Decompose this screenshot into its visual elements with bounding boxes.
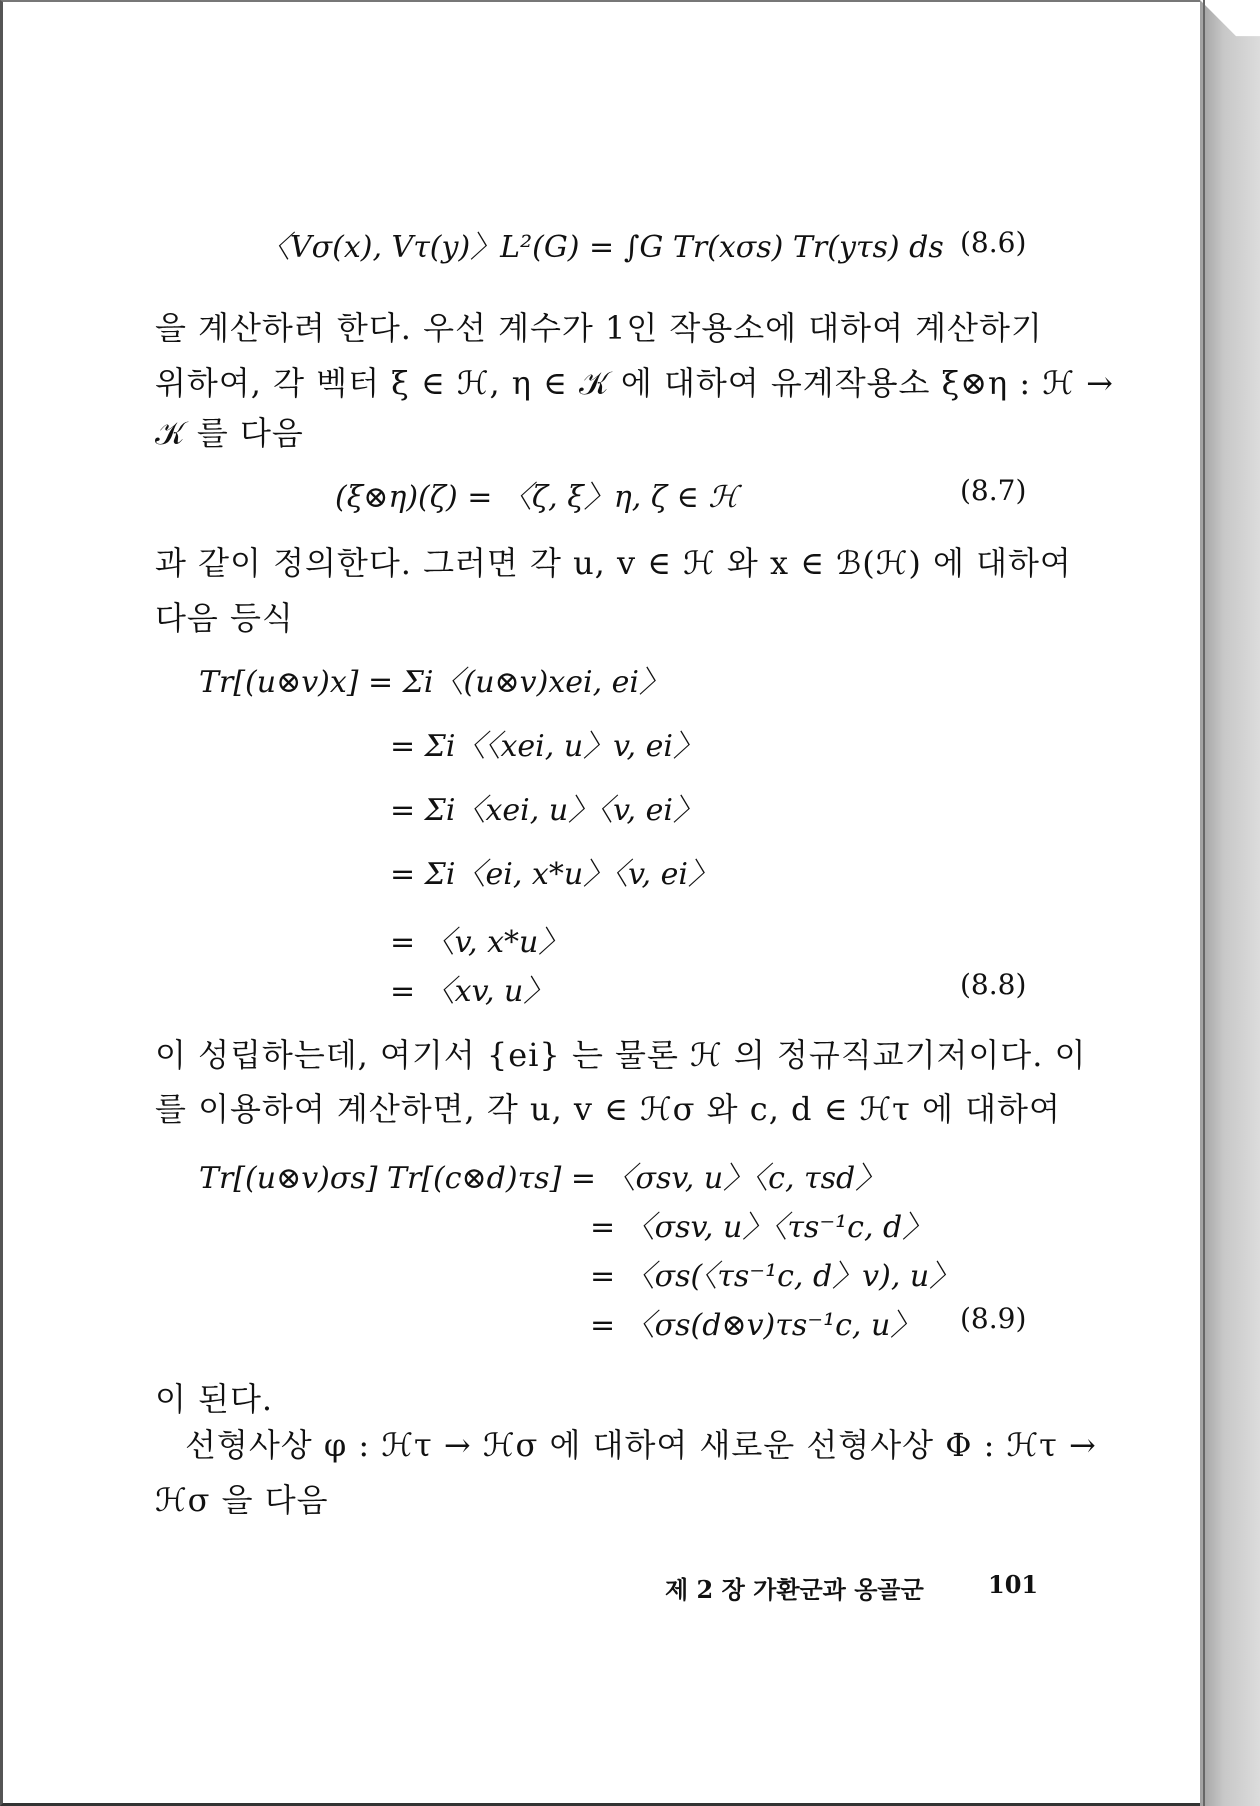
equation-8-9-line-1: Tr[(u⊗v)σs] Tr[(c⊗d)τs] = 〈σsv, u〉〈c, τsd〉 [199,1161,886,1196]
page-number: 101 [988,1570,1039,1599]
paragraph-1-line-3: 𝒦 를 다음 [155,414,304,452]
paragraph-3-line-1: 이 성립하는데, 여기서 {ei} 는 물론 ℋ 의 정규직교기저이다. 이 [155,1036,1087,1074]
equation-8-8-line-5: = 〈v, x*u〉 [390,925,569,960]
paragraph-2-line-2: 다음 등식 [155,599,294,637]
equation-number-8-8: (8.8) [960,968,1027,1001]
equation-number-8-7: (8.7) [960,474,1027,507]
equation-8-8-line-1: Tr[(u⊗v)x] = Σi〈(u⊗v)xei, ei〉 [199,665,670,700]
page-edge-line [1203,0,1205,1806]
equation-8-8-line-6: = 〈xv, u〉 [390,974,554,1009]
equation-8-8-line-2: = Σi〈〈xei, u〉v, ei〉 [390,729,703,764]
paragraph-2-line-1: 과 같이 정의한다. 그러면 각 u, v ∈ ℋ 와 x ∈ ℬ(ℋ) 에 대하여 [155,544,1072,582]
equation-8-9-line-4: = 〈σs(d⊗v)τs⁻¹c, u〉 [590,1308,921,1343]
page-stack-edge [1200,0,1260,1806]
equation-8-8-line-3: = Σi〈xei, u〉〈v, ei〉 [390,793,703,828]
paragraph-3-line-2: 를 이용하여 계산하면, 각 u, v ∈ ℋσ 와 c, d ∈ ℋτ 에 대하여 [155,1090,1061,1128]
equation-number-8-6: (8.6) [960,226,1027,259]
paragraph-5-line-1: 선형사상 φ : ℋτ → ℋσ 에 대하여 새로운 선형사상 Φ : ℋτ → [185,1426,1097,1464]
equation-8-7: (ξ⊗η)(ζ) = 〈ζ, ξ〉η, ζ ∈ ℋ [335,480,739,515]
equation-8-6: 〈Vσ(x), Vτ(y)〉L²(G) = ∫G Tr(xσs) Tr(yτs) ds [260,230,944,265]
equation-8-9-line-2: = 〈σsv, u〉〈τs⁻¹c, d〉 [590,1210,933,1245]
paragraph-1-line-2: 위하여, 각 벡터 ξ ∈ ℋ, η ∈ 𝒦 에 대하여 유계작용소 ξ⊗η : ℋ → [155,364,1114,402]
running-footer-chapter: 제 2 장 가환군과 옹골군 [665,1575,924,1604]
equation-number-8-9: (8.9) [960,1302,1027,1335]
paragraph-1-line-1: 을 계산하려 한다. 우선 계수가 1인 작용소에 대하여 계산하기 [155,309,1043,347]
equation-8-8-line-4: = Σi〈ei, x*u〉〈v, ei〉 [390,857,718,892]
paragraph-4-line-1: 이 된다. [155,1380,274,1418]
equation-8-9-line-3: = 〈σs(〈τs⁻¹c, d〉v), u〉 [590,1259,960,1294]
paragraph-5-line-2: ℋσ 을 다음 [155,1481,329,1519]
